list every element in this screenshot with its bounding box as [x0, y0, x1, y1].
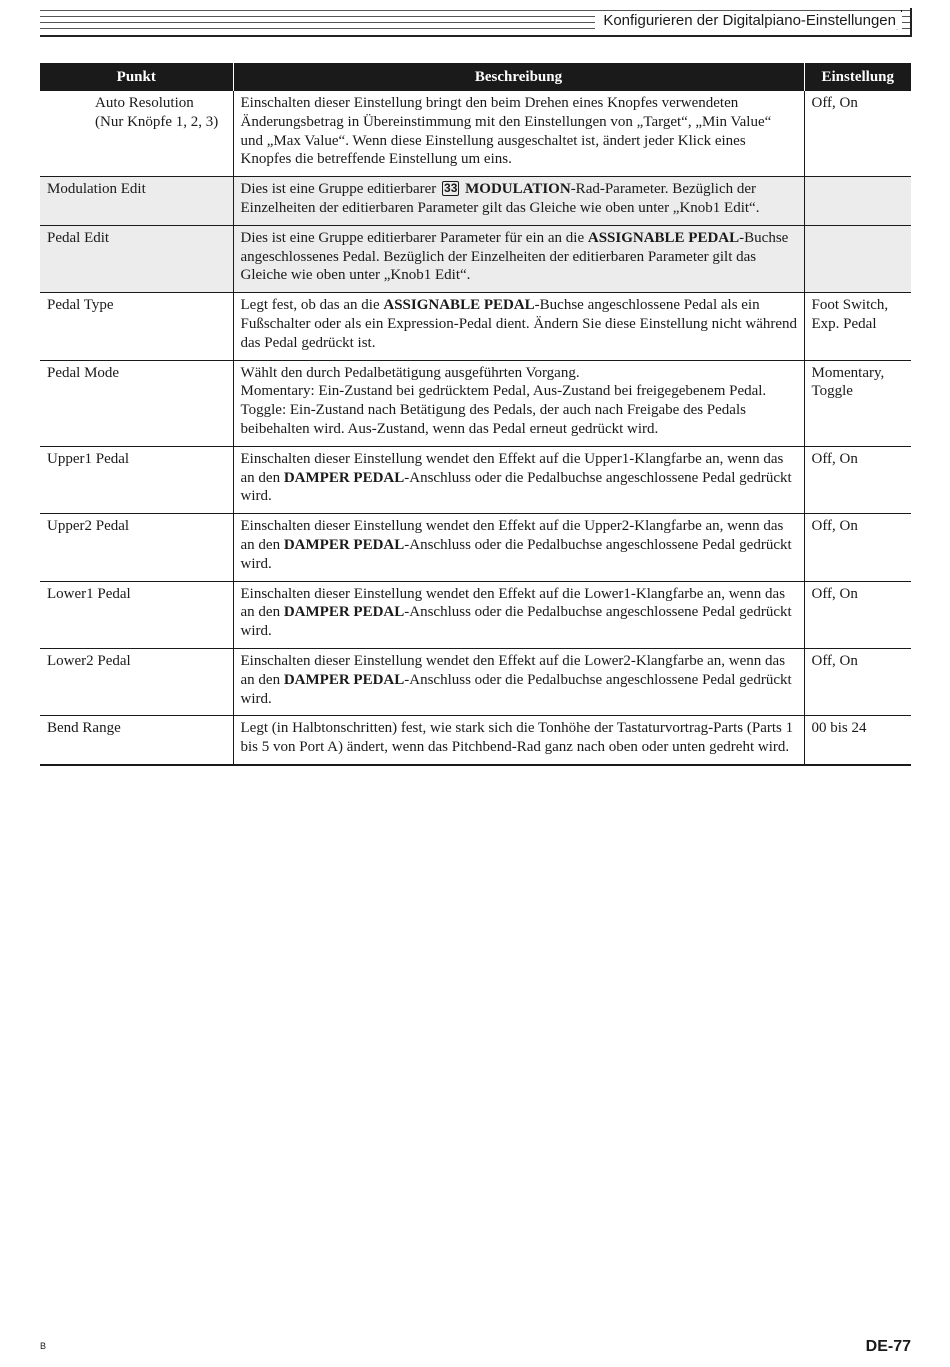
desc-text: Einschalten dieser Einstellung wendet den Effekt auf die Lower2-Klangfarbe an, wenn das an den [240, 652, 786, 688]
cell-punkt: Bend Range [40, 716, 233, 765]
table-header-row [40, 63, 911, 91]
desc-bold: ASSIGNABLE PEDAL [383, 297, 535, 314]
number-badge: 33 [444, 181, 458, 196]
setting-value: Foot Switch, [811, 297, 889, 314]
desc-text: -Buchse angeschlossene Pedal als ein Fußschalter oder als ein Expression-Pedal dient. Ändern Sie diese Einstellung nicht während das Pedal gedrückt ist. [240, 297, 798, 351]
table-row-pedal-edit [40, 225, 911, 292]
setting-value: Toggle [811, 383, 853, 400]
cell-einstellung: Off, On [804, 648, 911, 715]
punkt-label: Auto Resolution [95, 95, 194, 111]
page-number: DE-77 [865, 1338, 911, 1355]
cell-einstellung [804, 177, 911, 226]
cell-beschreibung: Einschalten dieser Einstellung bringt den beim Drehen eines Knopfes verwendeten Änderungsbetrag in Übereinstimmung mit den Einstellungen von „Target“, „Min Value“ und „Max Value“. Wenn diese Einstellung ausgeschaltet ist, ändert jeder Klick eines Knopfes die betreffende Einstellung um eins. [233, 91, 804, 177]
table-row-pedal-type [40, 293, 911, 360]
cell-einstellung [804, 293, 911, 360]
footer-marker: B [40, 1341, 47, 1351]
cell-einstellung: 00 bis 24 [804, 716, 911, 765]
cell-beschreibung [233, 581, 804, 648]
column-header-punkt: Punkt [40, 63, 233, 91]
table-row-pedal-mode [40, 360, 911, 446]
desc-bold: ASSIGNABLE PEDAL [587, 229, 740, 246]
cell-punkt: Modulation Edit [40, 177, 233, 226]
desc-text: -Buchse angeschlossenes Pedal. Bezüglich der Einzelheiten der editierbaren Parameter gilt das Gleiche wie oben unter „Knob1 Edit“. [240, 229, 789, 284]
cell-einstellung: Off, On [804, 91, 911, 177]
desc-text: Einschalten dieser Einstellung wendet den Effekt auf die Lower1-Klangfarbe an, wenn das an den [240, 585, 786, 621]
punkt-sublabel: (Nur Knöpfe 1, 2, 3) [95, 113, 219, 130]
table-row-modulation-edit [40, 177, 911, 226]
table-row-upper2-pedal [40, 514, 911, 581]
desc-text: Dies ist eine Gruppe editierbarer [240, 181, 437, 198]
cell-beschreibung [233, 446, 804, 513]
cell-einstellung: Off, On [804, 581, 911, 648]
cell-beschreibung [233, 360, 804, 446]
cell-punkt: Pedal Mode [40, 360, 233, 446]
desc-bold: DAMPER PEDAL [283, 469, 405, 486]
table-row-upper1-pedal [40, 446, 911, 513]
cell-beschreibung [233, 225, 804, 292]
desc-line: Wählt den durch Pedalbetätigung ausgeführten Vorgang. [240, 364, 580, 381]
cell-punkt: Lower2 Pedal [40, 648, 233, 715]
desc-line: Momentary: Ein-Zustand bei gedrücktem Pedal, Aus-Zustand bei freigegebenem Pedal. [240, 383, 767, 400]
settings-table [40, 63, 911, 766]
desc-bold: DAMPER PEDAL [283, 536, 405, 553]
cell-beschreibung: Legt (in Halbtonschritten) fest, wie stark sich die Tonhöhe der Tastaturvortrag-Parts (Parts 1 bis 5 von Port A) ändert, wenn das Pitchbend-Rad ganz nach oben oder unten gedreht wird. [233, 716, 804, 765]
desc-text: -Rad-Parameter. Bezüglich der Einzelheiten der editierbaren Parameter gilt das Gleiche wie oben unter „Knob1 Edit“. [240, 181, 760, 216]
desc-line: Toggle: Ein-Zustand nach Betätigung des Pedals, der auch nach Freigabe des Pedals beibehalten wird. Aus-Zustand, wenn das Pedal erneut gedrückt wird. [240, 402, 746, 437]
cell-einstellung: Off, On [804, 514, 911, 581]
desc-text: -Anschluss oder die Pedalbuchse angeschlossene Pedal gedrückt wird. [240, 671, 792, 707]
cell-einstellung [804, 225, 911, 292]
page-header-title: Konfigurieren der Digitalpiano-Einstellungen [595, 12, 902, 29]
desc-text: -Anschluss oder die Pedalbuchse angeschlossene Pedal gedrückt wird. [240, 604, 792, 640]
desc-text: Legt fest, ob das an die [240, 297, 380, 314]
desc-bold: DAMPER PEDAL [283, 604, 405, 621]
cell-beschreibung [233, 177, 804, 226]
desc-text: -Anschluss oder die Pedalbuchse angeschlossene Pedal gedrückt wird. [240, 536, 792, 572]
cell-einstellung: Off, On [804, 446, 911, 513]
table-row-lower1-pedal [40, 581, 911, 648]
desc-text: Einschalten dieser Einstellung wendet den Effekt auf die Upper1-Klangfarbe an, wenn das an den [240, 450, 784, 486]
cell-einstellung [804, 360, 911, 446]
cell-punkt: Upper2 Pedal [40, 514, 233, 581]
cell-punkt: Upper1 Pedal [40, 446, 233, 513]
table-row-lower2-pedal [40, 648, 911, 715]
desc-text: -Anschluss oder die Pedalbuchse angeschlossene Pedal gedrückt wird. [240, 469, 792, 505]
column-header-beschreibung: Beschreibung [233, 63, 804, 91]
cell-punkt: Pedal Edit [40, 225, 233, 292]
desc-text: Einschalten dieser Einstellung wendet den Effekt auf die Upper2-Klangfarbe an, wenn das an den [240, 518, 784, 553]
cell-punkt: Lower1 Pedal [40, 581, 233, 648]
cell-punkt [40, 91, 233, 177]
desc-text: Dies ist eine Gruppe editierbarer Parameter für ein an die [240, 229, 585, 246]
cell-beschreibung [233, 648, 804, 715]
setting-value: Exp. Pedal [811, 315, 877, 332]
cell-punkt: Pedal Type [40, 293, 233, 360]
setting-value: Momentary, [811, 364, 885, 381]
desc-bold: MODULATION [465, 181, 571, 198]
cell-beschreibung [233, 514, 804, 581]
table-row-auto-resolution [40, 91, 911, 177]
column-header-einstellung: Einstellung [804, 63, 911, 91]
desc-bold: DAMPER PEDAL [283, 671, 405, 688]
cell-beschreibung [233, 293, 804, 360]
table-row-bend-range [40, 716, 911, 765]
